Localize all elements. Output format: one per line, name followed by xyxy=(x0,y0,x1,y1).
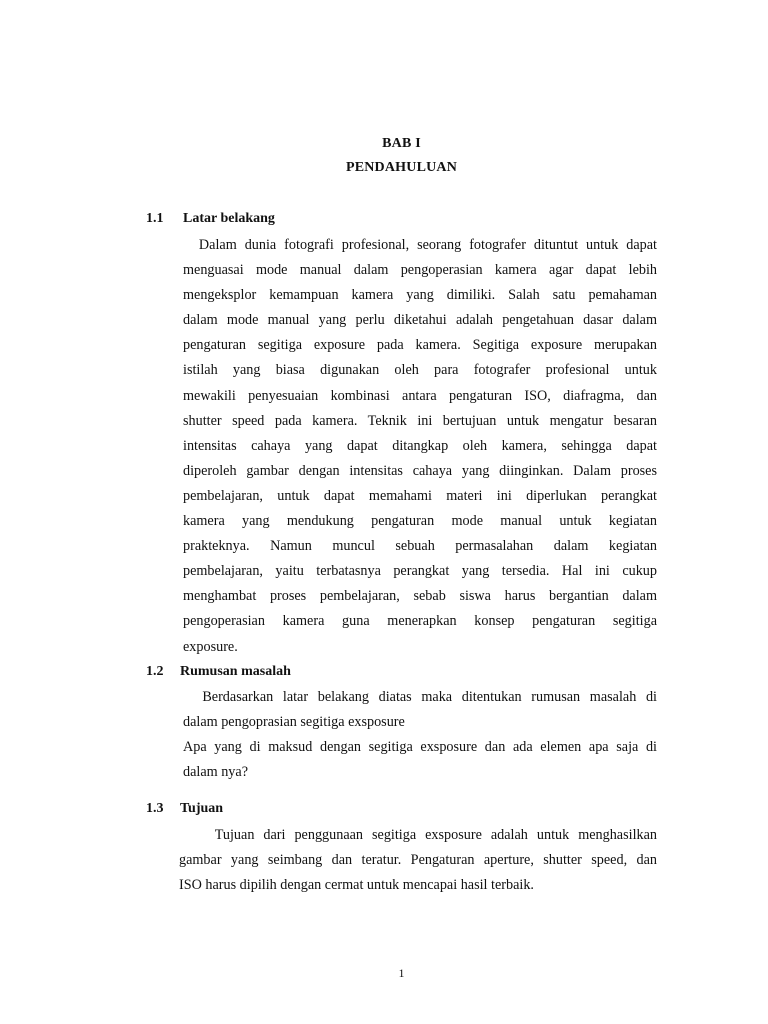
chapter-title: PENDAHULUAN xyxy=(345,160,458,175)
paragraph-line: kamera yang mendukung pengaturan mode manual untuk kegiatan xyxy=(183,513,657,530)
paragraph-line: gambar yang seimbang dan teratur. Pengaturan aperture, shutter speed, dan xyxy=(179,852,657,869)
paragraph-line: dalam nya? xyxy=(183,764,248,781)
section-title: Latar belakang xyxy=(183,211,275,226)
section-heading-latar-belakang xyxy=(146,211,275,227)
paragraph-line: pembelajaran, yaitu terbatasnya perangkat yang tersedia. Hal ini cukup xyxy=(183,563,657,580)
paragraph-line: istilah yang biasa digunakan oleh para fotografer profesional untuk xyxy=(183,362,657,379)
paragraph-line: shutter speed pada kamera. Teknik ini bertujuan untuk mengatur besaran xyxy=(183,412,657,429)
paragraph-line: mengeksplor kemampuan kamera yang dimiliki. Salah satu pemahaman xyxy=(183,287,657,304)
paragraph-line: ISO harus dipilih dengan cermat untuk mencapai hasil terbaik. xyxy=(179,877,534,894)
paragraph-line: prakteknya. Namun muncul sebuah permasalahan dalam kegiatan xyxy=(183,538,657,555)
paragraph-line: mewakili penyesuaian kombinasi antara pengaturan ISO, diafragma, dan xyxy=(183,387,657,404)
paragraph-line: dalam mode manual yang perlu diketahui adalah pengetahuan dasar dalam xyxy=(183,312,657,329)
paragraph-line: menguasai mode manual dalam pengoperasian kamera agar dapat lebih xyxy=(183,262,657,279)
section-title: Tujuan xyxy=(180,801,224,816)
paragraph-line: intensitas cahaya yang dapat ditangkap oleh kamera, sehingga dapat xyxy=(183,437,657,454)
section-paragraph-latar-belakang xyxy=(183,233,657,660)
chapter-number: BAB I xyxy=(382,136,421,151)
paragraph-line: dalam pengoprasian segitiga exsposure xyxy=(183,714,405,731)
section-heading-tujuan xyxy=(146,801,223,817)
paragraph-line: pengaturan segitiga exposure pada kamera. Segitiga exposure merupakan xyxy=(183,337,657,354)
paragraph-line: Tujuan dari penggunaan segitiga exsposure adalah untuk menghasilkan xyxy=(179,827,657,843)
section-number: 1.2 xyxy=(146,664,164,679)
paragraph-line: Dalam dunia fotografi profesional, seorang fotografer dituntut untuk dapat xyxy=(183,237,657,253)
paragraph-line: Berdasarkan latar belakang diatas maka ditentukan rumusan masalah di xyxy=(183,689,657,705)
section-heading-rumusan-masalah xyxy=(146,664,291,680)
section-number: 1.1 xyxy=(146,211,164,226)
paragraph-line: Apa yang di maksud dengan segitiga exsposure dan ada elemen apa saja di xyxy=(183,739,657,756)
paragraph-line: menghambat proses pembelajaran, sebab siswa harus bergantian dalam xyxy=(183,588,657,605)
section-paragraph-tujuan xyxy=(179,823,657,898)
paragraph-line: pengoperasian kamera guna menerapkan konsep pengaturan segitiga xyxy=(183,613,657,630)
section-title: Rumusan masalah xyxy=(180,664,291,679)
paragraph-line: diperoleh gambar dengan intensitas cahaya yang diinginkan. Dalam proses xyxy=(183,462,657,479)
section-number: 1.3 xyxy=(146,801,164,816)
section-paragraph-rumusan-masalah xyxy=(183,685,657,785)
paragraph-line: exposure. xyxy=(183,638,238,655)
paragraph-line: pembelajaran, untuk dapat memahami materi ini diperlukan perangkat xyxy=(183,487,657,504)
page-number: 1 xyxy=(398,966,405,980)
